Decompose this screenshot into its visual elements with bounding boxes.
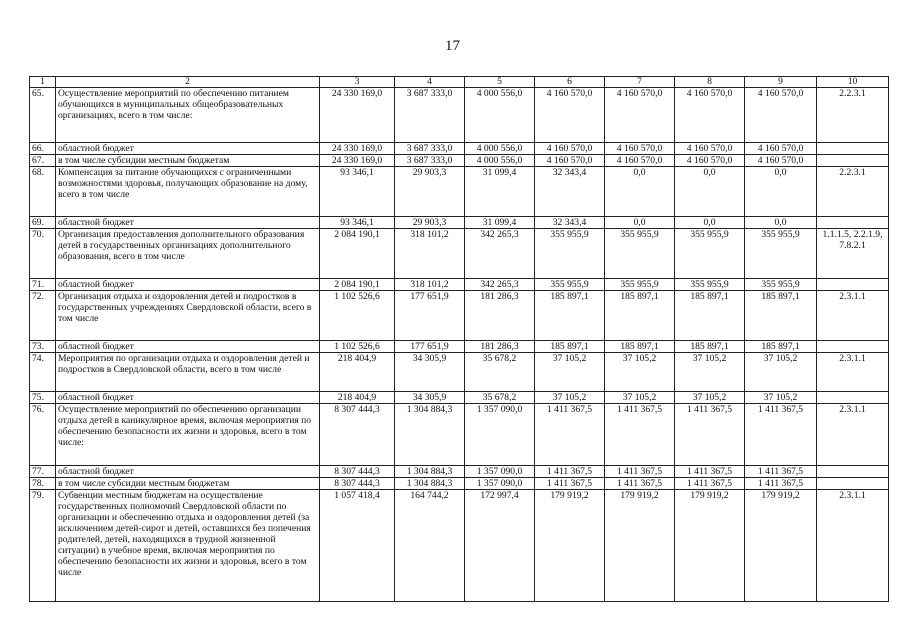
value-cell: 355 955,9	[605, 279, 675, 291]
value-cell: 1 411 367,5	[535, 404, 605, 466]
value-cell: 37 105,2	[675, 392, 745, 404]
value-cell: 355 955,9	[535, 229, 605, 279]
value-cell: 4 160 570,0	[745, 155, 817, 167]
table-row	[30, 478, 889, 490]
value-cell: 4 160 570,0	[535, 143, 605, 155]
value-cell: 93 346,1	[320, 167, 395, 217]
budget-table	[29, 76, 889, 602]
page-number: 17	[445, 38, 460, 54]
row-number: 74.	[30, 353, 56, 392]
value-cell: 31 099,4	[465, 217, 535, 229]
value-cell: 4 160 570,0	[675, 155, 745, 167]
value-cell: 1 304 884,3	[395, 478, 465, 490]
value-cell: 0,0	[745, 167, 817, 217]
value-cell: 318 101,2	[395, 229, 465, 279]
value-cell: 4 160 570,0	[535, 155, 605, 167]
table-row	[30, 341, 889, 353]
value-cell: 32 343,4	[535, 167, 605, 217]
column-header: 6	[535, 77, 605, 88]
row-name: Осуществление мероприятий по обеспечению организации отдыха детей в каникулярное время, включая мероприятия по обеспечению безопасности их жизни и здоровья, всего в том числе:	[56, 404, 320, 466]
value-cell: 164 744,2	[395, 490, 465, 602]
reference-cell: 1.1.1.5, 2.2.1.9, 7.8.2.1	[817, 229, 889, 279]
column-number-row	[30, 77, 889, 88]
value-cell: 32 343,4	[535, 217, 605, 229]
value-cell: 0,0	[675, 167, 745, 217]
value-cell: 1 411 367,5	[675, 404, 745, 466]
value-cell: 355 955,9	[605, 229, 675, 279]
row-name: областной бюджет	[56, 217, 320, 229]
value-cell: 34 305,9	[395, 392, 465, 404]
reference-cell: 2.3.1.1	[817, 291, 889, 341]
table-row	[30, 143, 889, 155]
row-number: 73.	[30, 341, 56, 353]
table-row	[30, 279, 889, 291]
value-cell: 34 305,9	[395, 353, 465, 392]
table-row	[30, 88, 889, 143]
value-cell: 185 897,1	[745, 291, 817, 341]
value-cell: 181 286,3	[465, 341, 535, 353]
column-header: 3	[320, 77, 395, 88]
reference-cell	[817, 279, 889, 291]
reference-cell	[817, 392, 889, 404]
value-cell: 4 160 570,0	[745, 88, 817, 143]
table-row	[30, 167, 889, 217]
value-cell: 185 897,1	[675, 341, 745, 353]
value-cell: 355 955,9	[675, 279, 745, 291]
value-cell: 8 307 444,3	[320, 478, 395, 490]
value-cell: 0,0	[605, 167, 675, 217]
row-name: областной бюджет	[56, 341, 320, 353]
table-row	[30, 466, 889, 478]
value-cell: 4 160 570,0	[605, 143, 675, 155]
value-cell: 3 687 333,0	[395, 155, 465, 167]
row-number: 69.	[30, 217, 56, 229]
value-cell: 179 919,2	[745, 490, 817, 602]
row-name: в том числе субсидии местным бюджетам	[56, 478, 320, 490]
value-cell: 1 057 418,4	[320, 490, 395, 602]
value-cell: 185 897,1	[535, 341, 605, 353]
value-cell: 1 411 367,5	[745, 404, 817, 466]
value-cell: 8 307 444,3	[320, 404, 395, 466]
value-cell: 1 411 367,5	[535, 466, 605, 478]
value-cell: 185 897,1	[745, 341, 817, 353]
row-number: 78.	[30, 478, 56, 490]
value-cell: 35 678,2	[465, 392, 535, 404]
value-cell: 355 955,9	[745, 229, 817, 279]
reference-cell: 2.2.3.1	[817, 167, 889, 217]
value-cell: 179 919,2	[535, 490, 605, 602]
value-cell: 4 000 556,0	[465, 143, 535, 155]
value-cell: 2 084 190,1	[320, 229, 395, 279]
row-name: областной бюджет	[56, 279, 320, 291]
reference-cell	[817, 217, 889, 229]
value-cell: 355 955,9	[745, 279, 817, 291]
value-cell: 0,0	[675, 217, 745, 229]
value-cell: 1 411 367,5	[745, 466, 817, 478]
value-cell: 1 411 367,5	[675, 478, 745, 490]
reference-cell: 2.3.1.1	[817, 490, 889, 602]
value-cell: 342 265,3	[465, 229, 535, 279]
value-cell: 37 105,2	[675, 353, 745, 392]
value-cell: 1 411 367,5	[605, 478, 675, 490]
row-name: областной бюджет	[56, 466, 320, 478]
table-row	[30, 155, 889, 167]
value-cell: 1 411 367,5	[605, 404, 675, 466]
value-cell: 93 346,1	[320, 217, 395, 229]
value-cell: 1 357 090,0	[465, 478, 535, 490]
value-cell: 179 919,2	[675, 490, 745, 602]
table-row	[30, 217, 889, 229]
column-header: 7	[605, 77, 675, 88]
value-cell: 177 651,9	[395, 341, 465, 353]
value-cell: 4 000 556,0	[465, 88, 535, 143]
value-cell: 4 160 570,0	[535, 88, 605, 143]
row-number: 66.	[30, 143, 56, 155]
value-cell: 1 357 090,0	[465, 466, 535, 478]
value-cell: 24 330 169,0	[320, 88, 395, 143]
table-row	[30, 291, 889, 341]
value-cell: 24 330 169,0	[320, 143, 395, 155]
value-cell: 179 919,2	[605, 490, 675, 602]
table-row	[30, 392, 889, 404]
row-number: 76.	[30, 404, 56, 466]
value-cell: 37 105,2	[605, 353, 675, 392]
value-cell: 1 411 367,5	[535, 478, 605, 490]
value-cell: 31 099,4	[465, 167, 535, 217]
value-cell: 355 955,9	[535, 279, 605, 291]
row-name: Субвенции местным бюджетам на осуществление государственных полномочий Свердловской области по организации и обеспечению отдыха и оздоровления детей (за исключением детей-сирот и детей, оставшихся без попечения родителей, детей, находящихся в трудной жизненной ситуации) в учебное время, включая мероприятия по обеспечению безопасности их жизни и здоровья, всего в том числе	[56, 490, 320, 602]
table-row	[30, 490, 889, 602]
table-row	[30, 404, 889, 466]
table-row	[30, 353, 889, 392]
reference-cell	[817, 478, 889, 490]
value-cell: 172 997,4	[465, 490, 535, 602]
row-name: Организация предоставления дополнительного образования детей в государственных организациях дополнительного образования, всего в том числе	[56, 229, 320, 279]
value-cell: 1 304 884,3	[395, 404, 465, 466]
value-cell: 2 084 190,1	[320, 279, 395, 291]
reference-cell	[817, 143, 889, 155]
row-number: 72.	[30, 291, 56, 341]
row-name: Компенсация за питание обучающихся с ограниченными возможностями здоровья, получающих образование на дому, всего в том числе	[56, 167, 320, 217]
value-cell: 177 651,9	[395, 291, 465, 341]
value-cell: 8 307 444,3	[320, 466, 395, 478]
row-name: областной бюджет	[56, 143, 320, 155]
value-cell: 1 411 367,5	[745, 478, 817, 490]
row-number: 70.	[30, 229, 56, 279]
row-number: 65.	[30, 88, 56, 143]
value-cell: 3 687 333,0	[395, 143, 465, 155]
row-name: Мероприятия по организации отдыха и оздоровления детей и подростков в Свердловской области, всего в том числе	[56, 353, 320, 392]
reference-cell	[817, 466, 889, 478]
row-number: 68.	[30, 167, 56, 217]
value-cell: 1 411 367,5	[675, 466, 745, 478]
value-cell: 4 160 570,0	[675, 143, 745, 155]
value-cell: 35 678,2	[465, 353, 535, 392]
value-cell: 355 955,9	[675, 229, 745, 279]
value-cell: 4 160 570,0	[745, 143, 817, 155]
value-cell: 218 404,9	[320, 392, 395, 404]
value-cell: 37 105,2	[745, 392, 817, 404]
value-cell: 185 897,1	[605, 291, 675, 341]
reference-cell: 2.2.3.1	[817, 88, 889, 143]
column-header: 10	[817, 77, 889, 88]
reference-cell	[817, 155, 889, 167]
value-cell: 185 897,1	[675, 291, 745, 341]
column-header: 2	[56, 77, 320, 88]
value-cell: 3 687 333,0	[395, 88, 465, 143]
row-name: в том числе субсидии местным бюджетам	[56, 155, 320, 167]
value-cell: 342 265,3	[465, 279, 535, 291]
value-cell: 218 404,9	[320, 353, 395, 392]
value-cell: 4 160 570,0	[675, 88, 745, 143]
value-cell: 185 897,1	[605, 341, 675, 353]
value-cell: 1 357 090,0	[465, 404, 535, 466]
column-header: 9	[745, 77, 817, 88]
table-row	[30, 229, 889, 279]
value-cell: 4 160 570,0	[605, 88, 675, 143]
value-cell: 4 160 570,0	[605, 155, 675, 167]
row-number: 77.	[30, 466, 56, 478]
value-cell: 1 102 526,6	[320, 341, 395, 353]
value-cell: 318 101,2	[395, 279, 465, 291]
value-cell: 29 903,3	[395, 217, 465, 229]
value-cell: 181 286,3	[465, 291, 535, 341]
value-cell: 0,0	[745, 217, 817, 229]
value-cell: 37 105,2	[605, 392, 675, 404]
column-header: 5	[465, 77, 535, 88]
value-cell: 1 304 884,3	[395, 466, 465, 478]
reference-cell: 2.3.1.1	[817, 404, 889, 466]
reference-cell: 2.3.1.1	[817, 353, 889, 392]
column-header: 4	[395, 77, 465, 88]
value-cell: 37 105,2	[535, 353, 605, 392]
row-number: 67.	[30, 155, 56, 167]
value-cell: 1 102 526,6	[320, 291, 395, 341]
value-cell: 24 330 169,0	[320, 155, 395, 167]
value-cell: 29 903,3	[395, 167, 465, 217]
value-cell: 4 000 556,0	[465, 155, 535, 167]
value-cell: 0,0	[605, 217, 675, 229]
row-number: 79.	[30, 490, 56, 602]
column-header: 1	[30, 77, 56, 88]
value-cell: 37 105,2	[745, 353, 817, 392]
row-name: Осуществление мероприятий по обеспечению питанием обучающихся в муниципальных общеобразовательных организациях, всего в том числе:	[56, 88, 320, 143]
row-name: областной бюджет	[56, 392, 320, 404]
value-cell: 1 411 367,5	[605, 466, 675, 478]
row-number: 75.	[30, 392, 56, 404]
reference-cell	[817, 341, 889, 353]
value-cell: 185 897,1	[535, 291, 605, 341]
row-name: Организация отдыха и оздоровления детей и подростков в государственных учреждениях Свердловской области, всего в том числе	[56, 291, 320, 341]
column-header: 8	[675, 77, 745, 88]
row-number: 71.	[30, 279, 56, 291]
value-cell: 37 105,2	[535, 392, 605, 404]
